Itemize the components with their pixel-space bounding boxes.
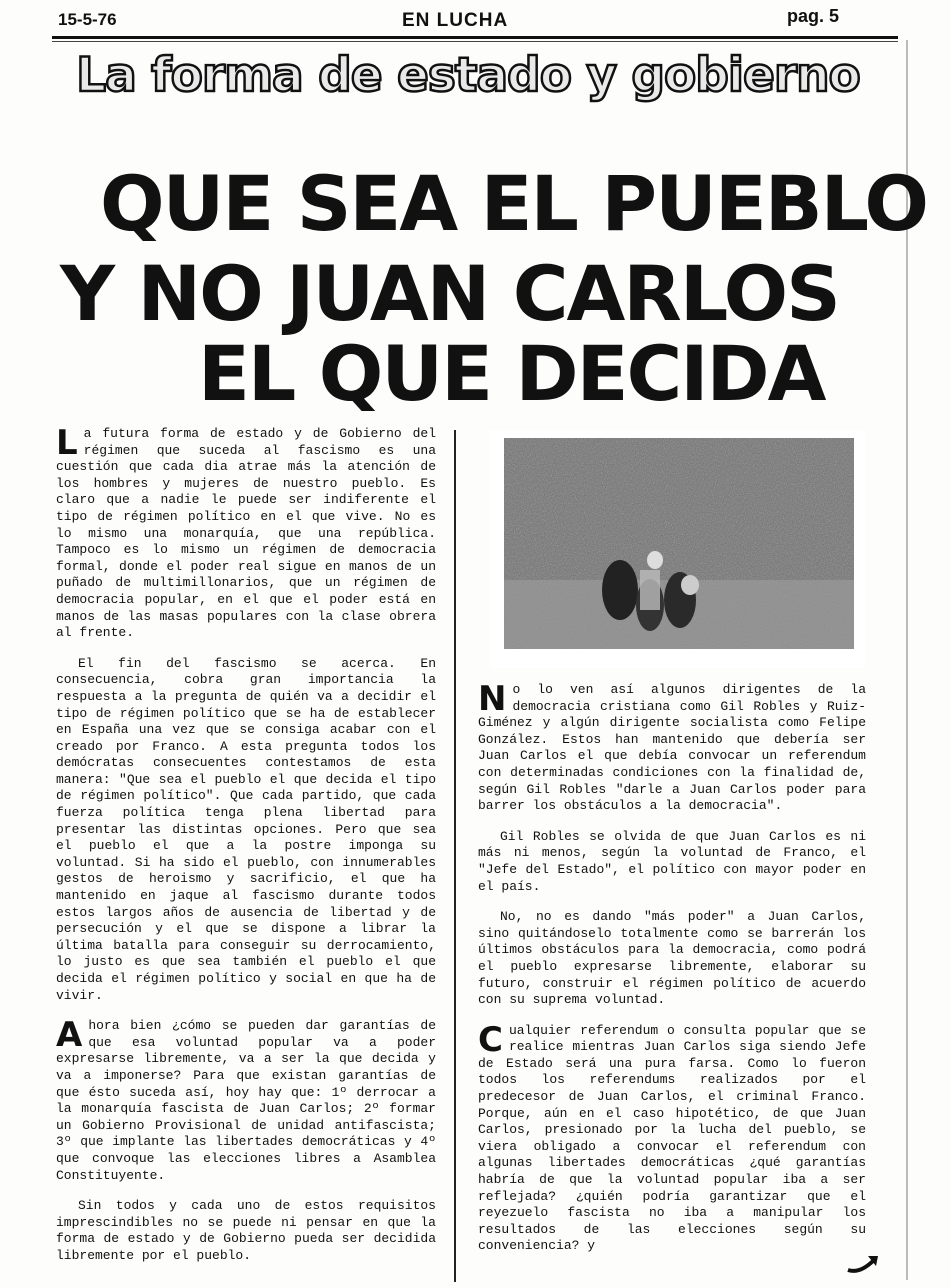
paragraph: No, no es dando "más poder" a Juan Carlos, sino quitándoselo totalmente como se barrerán los últimos obstáculos para la democracia, como podrá el pueblo expresarse libremente, elaborar su futuro, construir el régimen político de acuerdo con su suprema voluntad. <box>478 909 866 1008</box>
crowd-photo <box>490 430 865 668</box>
section-title: La forma de estado y gobierno <box>76 48 860 103</box>
headline-line-1: QUE SEA EL PUEBLO <box>100 159 928 248</box>
drop-cap: N <box>478 679 507 719</box>
paragraph <box>56 1015 436 1184</box>
headline-line-3: EL QUE DECIDA <box>198 329 825 418</box>
drop-cap: A <box>56 1015 83 1056</box>
photo-image <box>490 430 865 668</box>
drop-cap: C <box>478 1019 503 1060</box>
paragraph: Sin todos y cada uno de estos requisitos imprescindibles no se puede ni pensar en que la forma de estado y de Gobierno pueda ser decidida libremente por el pueblo. <box>56 1198 436 1263</box>
paragraph-text: hora bien ¿cómo se pueden dar garantías de que esa voluntad popular va a poder expresarse libremente, va a ser la que decida y va a imponerse? Para que existan garantías de que ésto suceda así, hoy hay que: 1º derrocar a la monarquía fascista de Juan Carlos; 2º formar un Gobierno Provisional de unidad antifascista; 3º que implante las libertades democráticas y 4º que convoque las elecciones libres a Asamblea Constituyente. <box>56 1018 436 1183</box>
paragraph <box>56 423 436 642</box>
continue-arrow-icon <box>846 1248 882 1281</box>
headline-line-2: Y NO JUAN CARLOS <box>60 249 839 338</box>
paragraph: Gil Robles se olvida de que Juan Carlos es ni más ni menos, según la voluntad de Franco, el "Jefe del Estado", el político con mayor poder en el país. <box>478 828 866 894</box>
header-rule-thin <box>52 41 898 42</box>
column-divider <box>454 430 456 1282</box>
issue-date: 15-5-76 <box>58 10 117 29</box>
newspaper-name: EN LUCHA <box>402 10 509 31</box>
paragraph: El fin del fascismo se acerca. En consecuencia, cobra gran importancia la respuesta a la pregunta de quién va a decidir el tipo de régimen político que se ha de establecer en España una vez que se consiga acabar con el creado por Franco. A esta pregunta todos los demócratas consecuentes contestamos de esta manera: "Que sea el pueblo el que decida el tipo de régimen político". Que cada partido, que cada fuerza política tenga plena libertad para presentar las distintas opciones. Pero que sea el pueblo el que a la postre imponga su voluntad. Si ha sido el pueblo, con innumerables gestos de heroismo y sacrificio, el que ha mantenido en jaque al fascismo durante todos estos largos años de ausencia de libertad y de persecución y el que se dispone a librar la última batalla para conseguir su derrocamiento, lo justo es que sea también el pueblo el que decida el régimen político y social en que ha de vivir. <box>56 655 436 1003</box>
page-number: pag. 5 <box>787 6 840 26</box>
header-rule <box>52 36 898 39</box>
paragraph <box>478 679 866 815</box>
left-column <box>56 423 436 1279</box>
paragraph-text: o lo ven así algunos dirigentes de la democracia cristiana como Gil Robles y Ruiz-Giménez y algún dirigente socialista como Felipe González. Estos han mantenido que debería ser Juan Carlos el que debía convocar un referendum con determinadas condiciones con la finalidad de, según Gil Robles "darle a Juan Carlos poder para barrer los obstáculos a la democracia". <box>478 682 866 814</box>
paragraph-text: a futura forma de estado y de Gobierno del régimen que suceda al fascismo es una cuestión que cada dia atrae más la atención de los hombres y mujeres de nuestro pueblo. Es claro que a nadie le puede ser indiferente el tipo de régimen político en el que vive. No es lo mismo una monarquía, que una república. Tampoco es lo mismo un régimen de democracia formal, donde el poder real sigue en manos de un puñado de multimillonarios, que un régimen de democracia popular, en el que el poder está en manos de las masas populares con la clase obrera al frente. <box>56 426 436 641</box>
paragraph-text: ualquier referendum o consulta popular que se realice mientras Juan Carlos siga siendo Jefe de Estado será una pura farsa. Como lo fueron todos los referendums realizados por el predecesor de Juan Carlos, el criminal Franco. Porque, aún en el caso hipotético, de que Juan Carlos, presionado por la lucha del pueblo, se viera obligado a convocar el referendum con algunas libertades democráticas ¿qué garantías habría de que la voluntad popular iba a ser reflejada? ¿quién podría garantizar que el reyezuelo fascista no iba a manipular los resultados de las elecciones según su conveniencia? y <box>478 1022 866 1254</box>
right-column <box>478 679 866 1269</box>
drop-cap: L <box>56 423 78 463</box>
paragraph <box>478 1019 866 1255</box>
